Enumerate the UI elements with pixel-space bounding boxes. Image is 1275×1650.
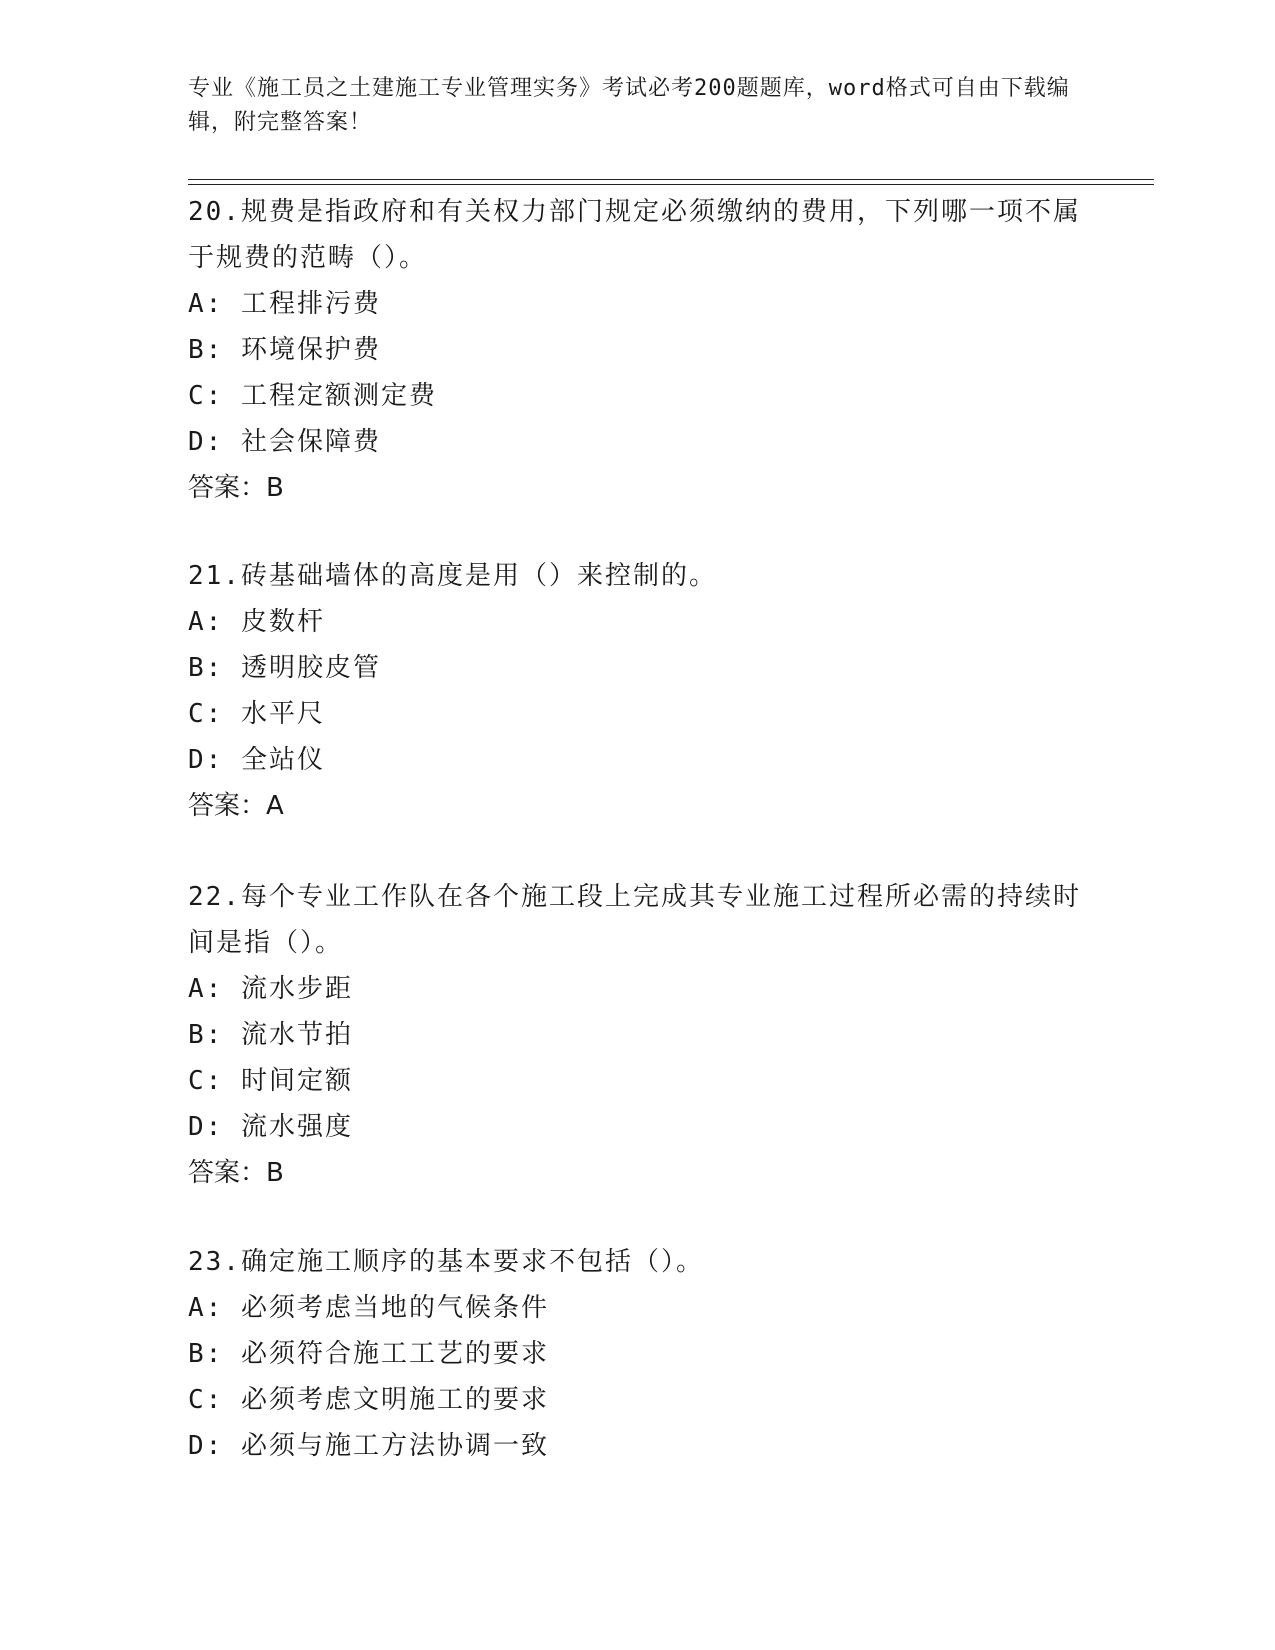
answer: 答案：B bbox=[188, 1158, 284, 1188]
question-22 bbox=[188, 874, 1088, 1196]
option-a: A: 必须考虑当地的气候条件 bbox=[188, 1293, 549, 1323]
option-d: D: 流水强度 bbox=[188, 1112, 353, 1142]
answer: 答案：B bbox=[188, 473, 284, 503]
option-c: C: 时间定额 bbox=[188, 1066, 353, 1096]
option-a: A: 皮数杆 bbox=[188, 607, 325, 637]
question-text: 23.确定施工顺序的基本要求不包括（）。 bbox=[188, 1247, 704, 1277]
question-text: 20.规费是指政府和有关权力部门规定必须缴纳的费用，下列哪一项不属于规费的范畴（）。 bbox=[188, 197, 1081, 273]
option-b: B: 透明胶皮管 bbox=[188, 653, 381, 683]
option-c: C: 水平尺 bbox=[188, 699, 325, 729]
option-c: C: 必须考虑文明施工的要求 bbox=[188, 1385, 549, 1415]
header-divider-top bbox=[188, 179, 1154, 180]
option-b: B: 必须符合施工工艺的要求 bbox=[188, 1339, 549, 1369]
option-c: C: 工程定额测定费 bbox=[188, 381, 437, 411]
answer: 答案：A bbox=[188, 791, 284, 821]
question-21 bbox=[188, 553, 1088, 829]
option-d: D: 社会保障费 bbox=[188, 427, 381, 457]
option-a: A: 工程排污费 bbox=[188, 289, 381, 319]
question-20 bbox=[188, 189, 1088, 511]
document-header: 专业《施工员之土建施工专业管理实务》考试必考200题题库，word格式可自由下载编辑，附完整答案！ bbox=[188, 76, 1070, 135]
question-text: 21.砖基础墙体的高度是用（）来控制的。 bbox=[188, 561, 717, 591]
option-b: B: 环境保护费 bbox=[188, 335, 381, 365]
option-b: B: 流水节拍 bbox=[188, 1020, 353, 1050]
question-text: 22.每个专业工作队在各个施工段上完成其专业施工过程所必需的持续时间是指（）。 bbox=[188, 882, 1081, 958]
option-a: A: 流水步距 bbox=[188, 974, 353, 1004]
option-d: D: 必须与施工方法协调一致 bbox=[188, 1431, 549, 1461]
option-d: D: 全站仪 bbox=[188, 745, 325, 775]
header-divider-bottom bbox=[188, 184, 1154, 185]
question-23 bbox=[188, 1239, 1088, 1469]
